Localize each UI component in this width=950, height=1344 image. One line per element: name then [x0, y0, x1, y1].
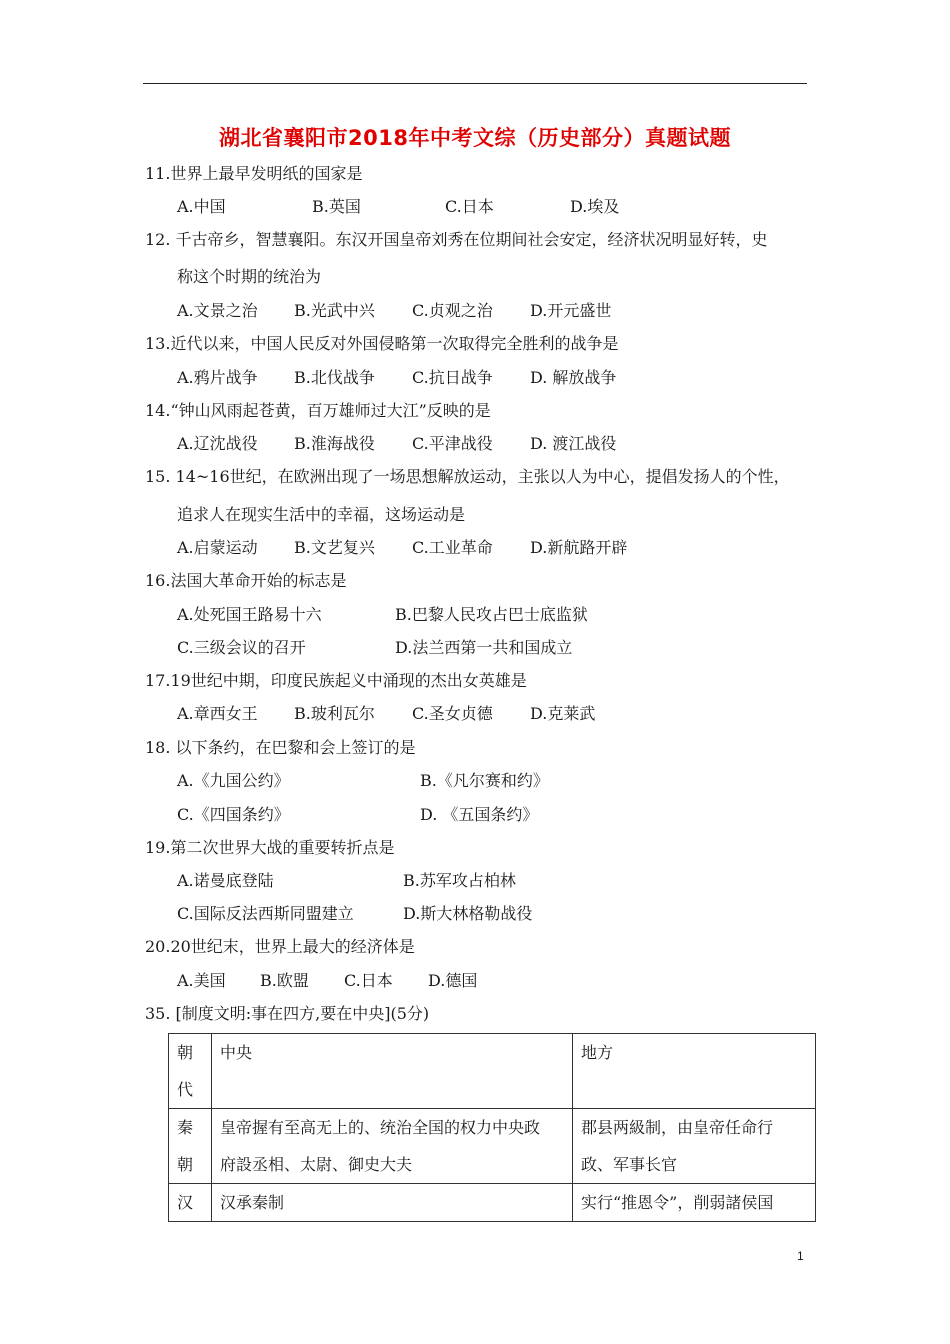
table-header-local: 地方 [573, 1034, 816, 1109]
question-12-stem-line2: 称这个时期的统治为 [177, 267, 322, 286]
question-16-option-a: A.处死国王路易十六 [177, 605, 322, 624]
table-cell-local: 实行“推恩令”，削弱諸侯国 [573, 1184, 816, 1222]
question-12-option-b: B.光武中兴 [294, 301, 375, 320]
table-cell-central: 汉承秦制 [212, 1184, 573, 1222]
question-16-option-c: C.三级会议的召开 [177, 638, 306, 657]
question-11-stem: 11.世界上最早发明纸的国家是 [145, 164, 363, 183]
page-number: 1 [797, 1249, 804, 1263]
question-14-option-a: A.辽沈战役 [177, 434, 258, 453]
question-11-option-a: A.中国 [177, 197, 226, 216]
question-12-option-d: D.开元盛世 [530, 301, 612, 320]
table-cell-dynasty [169, 1109, 212, 1184]
question-17-option-c: C.圣女贞德 [412, 704, 493, 723]
question-14-option-d: D. 渡江战役 [530, 434, 617, 453]
question-17-option-b: B.玻利瓦尔 [294, 704, 375, 723]
table-cell-central-line2: 府設丞相、太尉、御史大夫 [220, 1155, 413, 1174]
question-18-stem: 18. 以下条约，在巴黎和会上签订的是 [145, 738, 416, 757]
question-13-option-c: C.抗日战争 [412, 368, 493, 387]
question-17-option-a: A.章西女王 [177, 704, 258, 723]
question-17-option-d: D.克莱武 [530, 704, 596, 723]
question-16-option-b: B.巴黎人民攻占巴士底监狱 [395, 605, 588, 624]
question-12-option-a: A.文景之治 [177, 301, 258, 320]
question-20-option-d: D.德国 [428, 971, 478, 990]
header-rule [143, 83, 807, 84]
question-18-option-b: B.《凡尔赛和约》 [420, 771, 549, 790]
question-20-option-b: B.欧盟 [260, 971, 309, 990]
question-16-stem: 16.法国大革命开始的标志是 [145, 571, 347, 590]
question-14-option-b: B.淮海战役 [294, 434, 375, 453]
question-18-option-d: D. 《五国条约》 [420, 805, 539, 824]
table-cell-local [573, 1109, 816, 1184]
question-19-option-d: D.斯大林格勒战役 [403, 904, 533, 923]
question-19-option-a: A.诺曼底登陆 [177, 871, 274, 890]
question-15-option-b: B.文艺复兴 [294, 538, 375, 557]
question-17-stem: 17.19世纪中期，印度民族起义中涌现的杰出女英雄是 [145, 671, 527, 690]
question-11-option-b: B.英国 [312, 197, 361, 216]
question-13-option-a: A.鸦片战争 [177, 368, 258, 387]
question-35-stem: 35. [制度文明:事在四方,要在中央](5分) [145, 1004, 430, 1023]
institution-table [168, 1033, 816, 1222]
question-15-option-c: C.工业革命 [412, 538, 493, 557]
table-header-dynasty [169, 1034, 212, 1109]
question-14-option-c: C.平津战役 [412, 434, 493, 453]
table-cell-dynasty-line1: 秦 [177, 1118, 194, 1137]
table-cell-dynasty-line2: 朝 [177, 1155, 194, 1174]
question-13-option-d: D. 解放战争 [530, 368, 617, 387]
question-13-stem: 13.近代以来，中国人民反对外国侵略第一次取得完全胜利的战争是 [145, 334, 619, 353]
table-cell-central [212, 1109, 573, 1184]
question-18-option-a: A.《九国公约》 [177, 771, 290, 790]
question-19-stem: 19.第二次世界大战的重要转折点是 [145, 838, 395, 857]
document-title: 湖北省襄阳市2018年中考文综（历史部分）真题试题 [219, 126, 731, 150]
table-header-dynasty-line2: 代 [177, 1080, 194, 1099]
question-20-option-c: C.日本 [344, 971, 393, 990]
question-11-option-d: D.埃及 [570, 197, 620, 216]
table-header-dynasty-line1: 朝 [177, 1043, 194, 1062]
question-18-option-c: C.《四国条约》 [177, 805, 290, 824]
question-20-option-a: A.美国 [177, 971, 226, 990]
question-20-stem: 20.20世纪末，世界上最大的经济体是 [145, 937, 415, 956]
table-header-central: 中央 [212, 1034, 573, 1109]
question-15-stem-line1: 15. 14~16世纪，在欧洲出现了一场思想解放运动，主张以人为中心，提倡发扬人的个性， [145, 467, 790, 486]
question-11-option-c: C.日本 [445, 197, 494, 216]
table-header-row [169, 1034, 816, 1109]
table-cell-dynasty: 汉 [169, 1184, 212, 1222]
question-16-option-d: D.法兰西第一共和国成立 [395, 638, 573, 657]
table-row [169, 1184, 816, 1222]
question-15-option-d: D.新航路开辟 [530, 538, 628, 557]
question-15-option-a: A.启蒙运动 [177, 538, 258, 557]
table-cell-local-line2: 政、军事长官 [581, 1155, 678, 1174]
table-cell-central-line1: 皇帝握有至高无上的、统治全国的权力中央政 [220, 1118, 541, 1137]
table-row [169, 1109, 816, 1184]
question-12-stem-line1: 12. 千古帝乡，智慧襄阳。东汉开国皇帝刘秀在位期间社会安定，经济状况明显好转，史 [145, 230, 768, 249]
question-15-stem-line2: 追求人在现实生活中的幸福，这场运动是 [177, 505, 466, 524]
question-13-option-b: B.北伐战争 [294, 368, 375, 387]
table-cell-local-line1: 郡县两級制，由皇帝任命行 [581, 1118, 774, 1137]
question-19-option-c: C.国际反法西斯同盟建立 [177, 904, 354, 923]
question-19-option-b: B.苏军攻占柏林 [403, 871, 516, 890]
question-12-option-c: C.贞观之治 [412, 301, 493, 320]
question-14-stem: 14.“钟山风雨起苍黄，百万雄师过大江”反映的是 [145, 401, 491, 420]
